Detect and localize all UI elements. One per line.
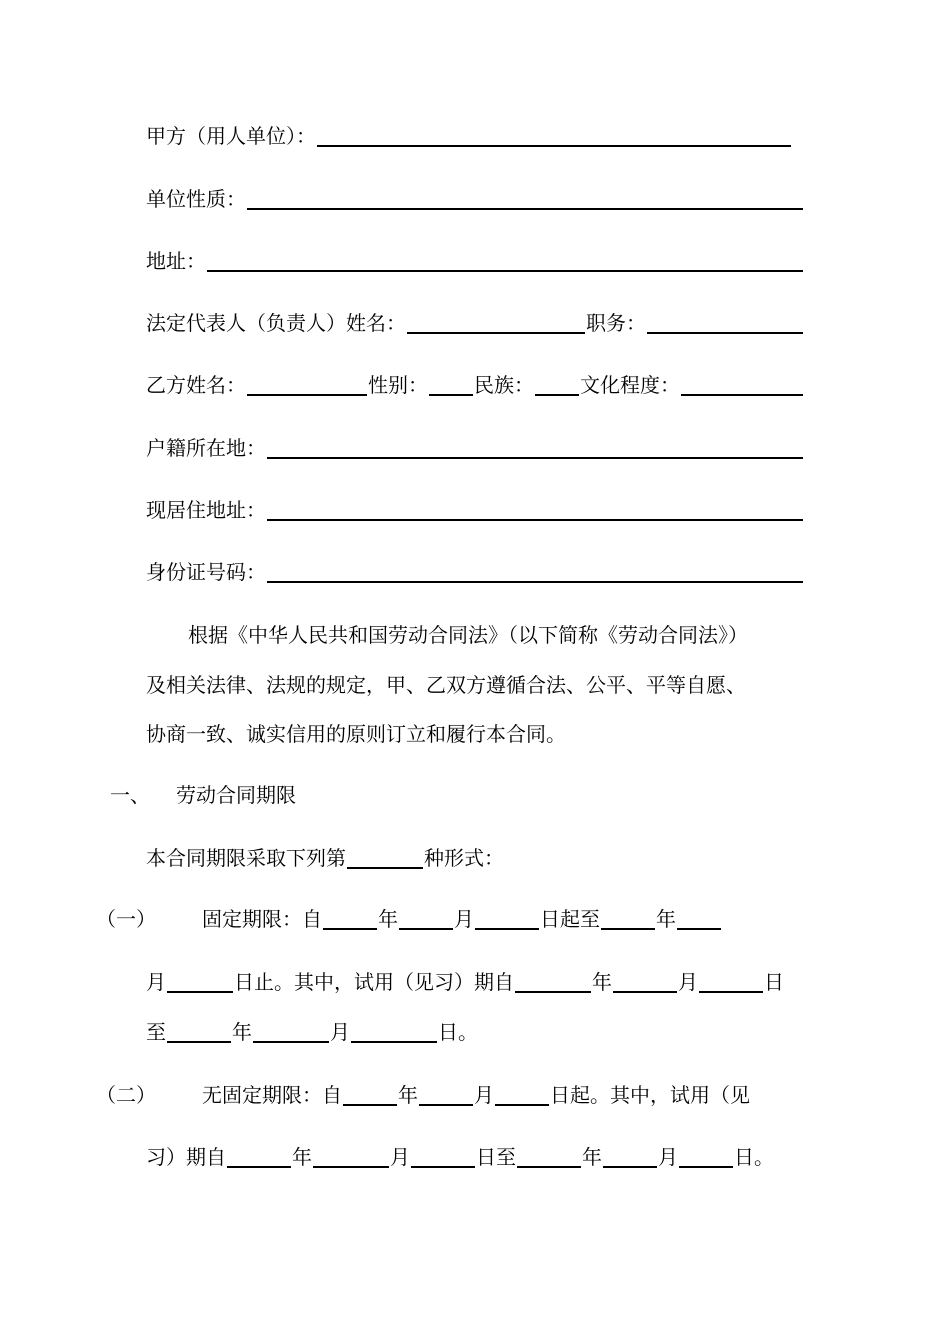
probation-start-year[interactable]: [515, 973, 591, 993]
probation-end-year[interactable]: [167, 1023, 231, 1043]
section-1-heading: [110, 780, 296, 810]
open-start-month[interactable]: [419, 1086, 473, 1106]
probation-start-month[interactable]: [613, 973, 677, 993]
ethnicity-blank[interactable]: [535, 376, 579, 396]
party-b-row: [146, 370, 804, 400]
address-label: 地址：: [146, 249, 206, 273]
term-form-blank[interactable]: [347, 849, 423, 869]
fixed-term-number: （一）: [96, 907, 156, 931]
fixed-start-year[interactable]: [323, 910, 377, 930]
open-probation-start-year[interactable]: [227, 1148, 291, 1168]
legal-rep-blank[interactable]: [407, 314, 585, 334]
unit-nature-label: 单位性质：: [146, 187, 246, 211]
current-address-row: [146, 495, 804, 525]
open-start-year[interactable]: [343, 1086, 397, 1106]
section-1-number: 一、: [110, 783, 150, 807]
education-label: 文化程度：: [580, 373, 680, 397]
fixed-term-row-1: [96, 904, 722, 934]
month-label: 月: [390, 1145, 410, 1169]
probation-end-month[interactable]: [253, 1023, 329, 1043]
party-a-row: [146, 121, 792, 151]
month-label: 月: [454, 907, 474, 931]
unit-nature-blank[interactable]: [247, 190, 803, 210]
party-a-blank[interactable]: [317, 127, 791, 147]
year-label: 年: [592, 970, 612, 994]
fixed-term-row-2: [146, 967, 784, 997]
open-probation-end-year[interactable]: [517, 1148, 581, 1168]
month-label: 月: [146, 970, 166, 994]
open-probation-label: 日起。其中，试用（见: [550, 1083, 750, 1107]
household-label: 户籍所在地：: [146, 436, 266, 460]
year-label: 年: [378, 907, 398, 931]
address-blank[interactable]: [207, 252, 803, 272]
position-label: 职务：: [586, 311, 646, 335]
fixed-end-year[interactable]: [601, 910, 655, 930]
unit-nature-row: [146, 184, 804, 214]
month-label: 月: [678, 970, 698, 994]
year-label: 年: [582, 1145, 602, 1169]
section-1-title: 劳动合同期限: [176, 783, 296, 807]
day-to-label: 日至: [476, 1145, 516, 1169]
id-number-blank[interactable]: [267, 563, 803, 583]
household-row: [146, 433, 804, 463]
year-label: 年: [292, 1145, 312, 1169]
intro-line-3: 协商一致、诚实信用的原则订立和履行本合同。: [146, 722, 566, 746]
open-term-row-1: [96, 1080, 750, 1110]
address-row: [146, 246, 804, 276]
year-label: 年: [232, 1020, 252, 1044]
open-probation-end-day[interactable]: [679, 1148, 733, 1168]
fixed-term-row-3: [146, 1017, 478, 1047]
day-period-label: 日。: [734, 1145, 774, 1169]
position-blank[interactable]: [647, 314, 803, 334]
year-label: 年: [656, 907, 676, 931]
open-probation-from-label: 习）期自: [146, 1145, 226, 1169]
ethnicity-label: 民族：: [474, 373, 534, 397]
legal-rep-label: 法定代表人（负责人）姓名：: [146, 311, 406, 335]
education-blank[interactable]: [681, 376, 803, 396]
id-number-label: 身份证号码：: [146, 560, 266, 584]
term-form-row: [146, 843, 504, 873]
open-probation-start-month[interactable]: [313, 1148, 389, 1168]
current-address-label: 现居住地址：: [146, 498, 266, 522]
intro-line-1: 根据《中华人民共和国劳动合同法》（以下简称《劳动合同法》）: [188, 623, 748, 647]
open-term-row-2: [146, 1142, 774, 1172]
party-a-label: 甲方（用人单位）：: [146, 124, 316, 148]
day-from-to-label: 日起至: [540, 907, 600, 931]
term-form-suffix: 种形式：: [424, 846, 504, 870]
fixed-end-day[interactable]: [167, 973, 233, 993]
month-label: 月: [658, 1145, 678, 1169]
fixed-start-month[interactable]: [399, 910, 453, 930]
to-label: 至: [146, 1020, 166, 1044]
household-blank[interactable]: [267, 439, 803, 459]
fixed-end-month-part[interactable]: [677, 910, 721, 930]
fixed-start-day[interactable]: [475, 910, 539, 930]
open-term-label: 无固定期限：自: [202, 1083, 342, 1107]
gender-blank[interactable]: [429, 376, 473, 396]
day-period-label: 日。: [438, 1020, 478, 1044]
party-b-name-label: 乙方姓名：: [146, 373, 246, 397]
intro-line-2: 及相关法律、法规的规定，甲、乙双方遵循合法、公平、平等自愿、: [146, 673, 746, 697]
gender-label: 性别：: [368, 373, 428, 397]
legal-rep-row: [146, 308, 804, 338]
open-start-day[interactable]: [495, 1086, 549, 1106]
party-b-name-blank[interactable]: [247, 376, 367, 396]
open-probation-end-month[interactable]: [603, 1148, 657, 1168]
month-label: 月: [474, 1083, 494, 1107]
month-label: 月: [330, 1020, 350, 1044]
id-number-row: [146, 557, 804, 587]
probation-end-day[interactable]: [351, 1023, 437, 1043]
year-label: 年: [398, 1083, 418, 1107]
open-probation-start-day[interactable]: [411, 1148, 475, 1168]
fixed-term-label: 固定期限：自: [202, 907, 322, 931]
current-address-blank[interactable]: [267, 501, 803, 521]
probation-start-day[interactable]: [699, 973, 763, 993]
probation-from-label: 日止。其中，试用（见习）期自: [234, 970, 514, 994]
term-form-prefix: 本合同期限采取下列第: [146, 846, 346, 870]
day-label: 日: [764, 970, 784, 994]
open-term-number: （二）: [96, 1083, 156, 1107]
